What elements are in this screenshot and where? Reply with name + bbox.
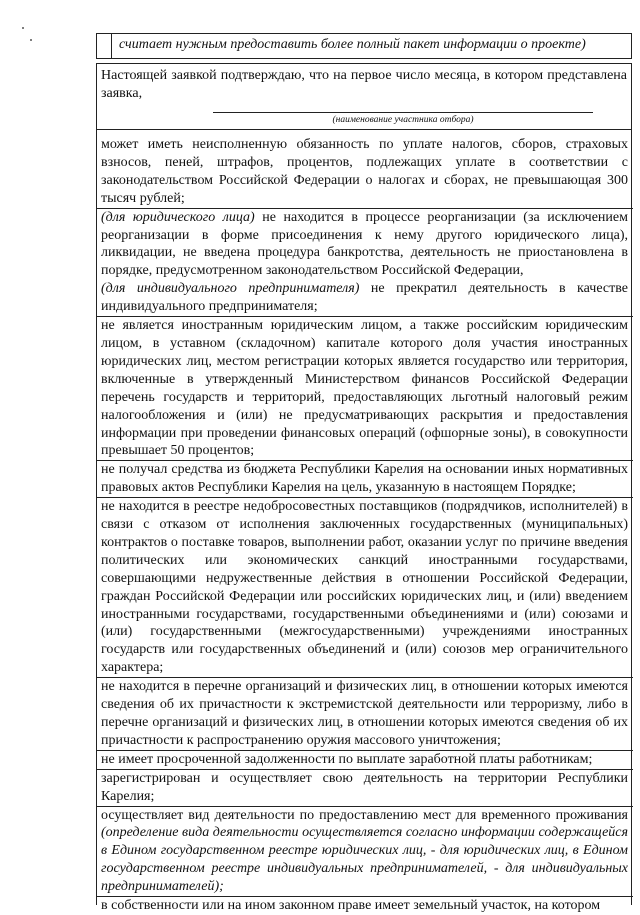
list-item xyxy=(101,280,628,316)
scan-speck xyxy=(30,39,32,41)
table-row-previous xyxy=(96,33,632,59)
declaration-intro: Настоящей заявкой подтверждаю, что на первое число месяца, в котором представлена заявка, xyxy=(101,68,627,101)
scan-speck xyxy=(22,27,24,29)
list-item xyxy=(97,497,633,677)
list-item xyxy=(97,769,633,806)
list-item xyxy=(97,208,633,281)
list-item xyxy=(97,896,633,915)
list-item xyxy=(97,316,633,460)
participant-name-caption: (наименование участника отбора) xyxy=(332,115,474,125)
item-text: не имеет просроченной задолженности по выплате заработной платы работникам; xyxy=(101,751,593,767)
list-item xyxy=(97,460,633,497)
item-text: не является иностранным юридическим лицом, а также российским юридическим лицом, в уставном (складочном) капитале которого доля участия иностранных юридических лиц, местом регистрации которых является государство или территория, включенные в утвержденный Министерством финансов Российской Федерации перечень государств и территорий, предоставляющих льготный налоговый режим налогообложения и (или) не предусматривающих раскрытия и предоставления информации при проведении финансовых операций (офшорные зоны), в совокупности превышает 50 процентов; xyxy=(101,318,628,459)
item-qualifier: (определение вида деятельности осуществляется согласно информации содержащейся в Едином государственном реестре юридических лиц, - для юридических лиц, в Едином государственном реестре индивидуальных предпринимателей, - для индивидуальных предпринимателей); xyxy=(101,825,628,895)
item-text: может иметь неисполненную обязанность по уплате налогов, сборов, страховых взносов, пеней, штрафов, процентов, подлежащих уплате в соответствии с законодательством Российской Федерации о налогах и сборах, не превышающая 300 тысяч рублей; xyxy=(101,137,628,206)
table-divider xyxy=(97,129,631,130)
item-text: не прекратил деятельность в качестве индивидуального предпринимателя; xyxy=(101,281,628,315)
participant-name-line xyxy=(213,112,593,113)
item-text: не находится в процессе реорганизации (за исключением реорганизации в форме присоединения к нему другого юридического лица), ликвидации, не введена процедура банкротства, деятельность не приостановлена в порядке, предусмотренном законодательством Российской Федерации, xyxy=(101,209,628,279)
item-text: не находится в перечне организаций и физических лиц, в отношении которых имеются сведения об их причастности к экстремистской деятельности или терроризму, либо в перечне организаций и физических лиц, в отношении которых имеются сведения об их причастности к распространению оружия массового уничтожения; xyxy=(101,679,628,748)
list-item xyxy=(97,806,633,897)
item-text: осуществляет вид деятельности по предоставлению мест для временного проживания xyxy=(101,807,628,823)
table-cell-empty xyxy=(97,34,112,58)
item-text: не находится в реестре недобросовестных поставщиков (подрядчиков, исполнителей) в связи с отказом от исполнения заключенных государственных (муниципальных) контрактов о поставке товаров, выполнении работ, оказании услуг по причине введения политических или экономических санкций иностранными государствами, совершающими недружественные действия в отношении Российской Федерации, граждан Российской Федерации или российских юридических лиц, и (или) введением иностранными государствами, государственными объединениями и (или) союзами и (или) государственными (межгосударственными) учреждениями иностранных государств или государственных объединений и (или) союзов мер ограничительного характера; xyxy=(101,499,628,676)
declaration-table xyxy=(96,63,632,914)
item-text: не получал средства из бюджета Республики Карелия на основании иных нормативных правовых актов Республики Карелия на цель, указанную в настоящем Порядке; xyxy=(101,462,628,496)
list-item xyxy=(97,750,633,769)
item-text: зарегистрирован и осуществляет свою деятельность на территории Республики Карелия; xyxy=(101,770,628,804)
previous-row-text: считает нужным предоставить более полный пакет информации о проекте) xyxy=(119,37,586,52)
list-item xyxy=(101,136,628,208)
item-qualifier: (для юридического лица) xyxy=(101,209,255,225)
list-item xyxy=(97,677,633,750)
declaration-items xyxy=(101,136,628,915)
item-qualifier: (для индивидуального предпринимателя) xyxy=(101,281,360,297)
item-text: в собственности или на ином законном праве имеет земельный участок, на котором xyxy=(101,898,601,914)
